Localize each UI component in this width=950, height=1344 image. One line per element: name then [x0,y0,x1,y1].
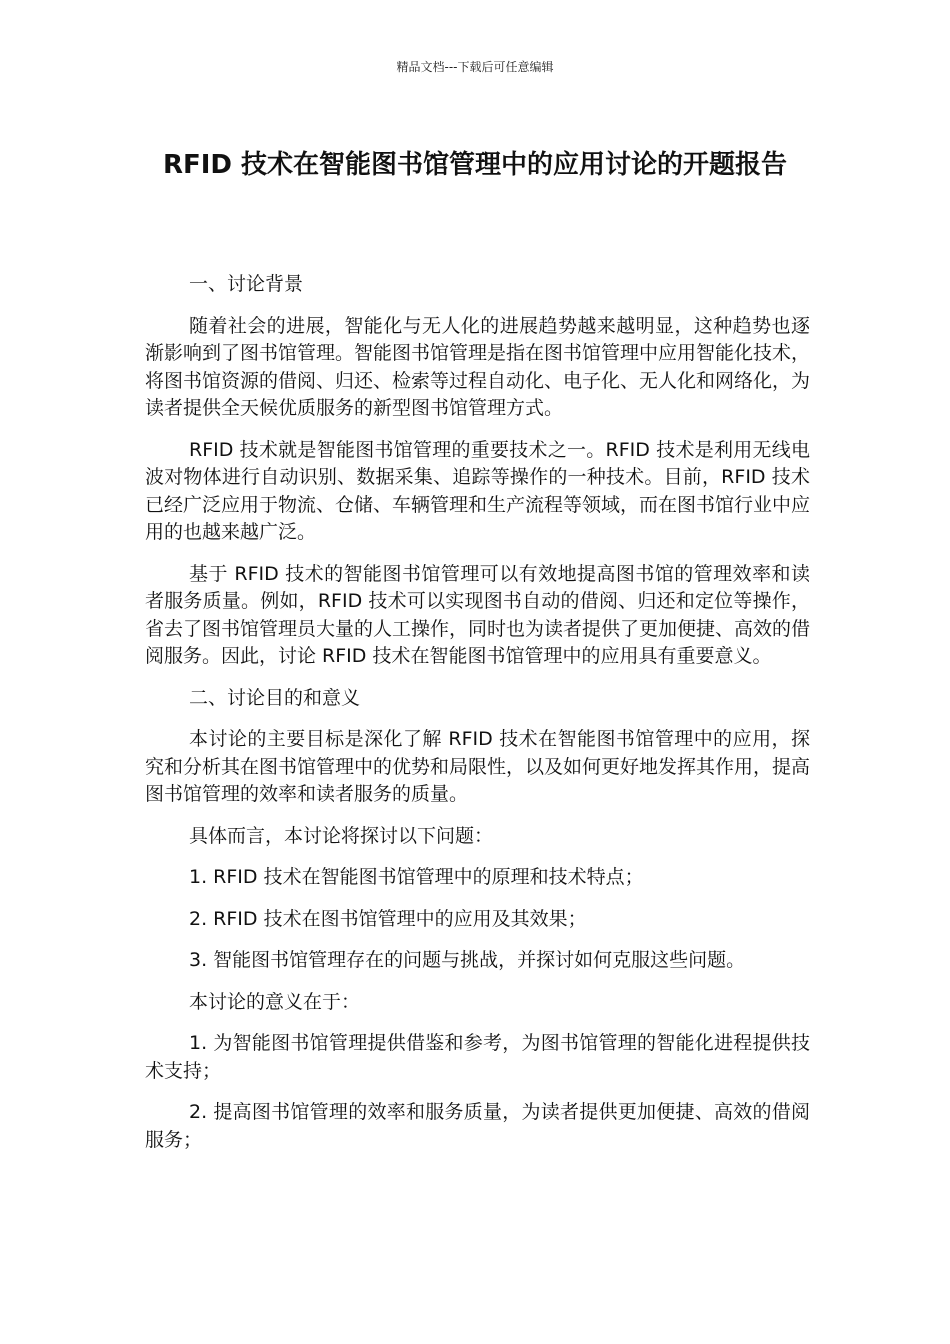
document-title: RFID 技术在智能图书馆管理中的应用讨论的开题报告 [162,150,788,180]
list-item: 3. 智能图书馆管理存在的问题与挑战，并探讨如何克服这些问题。 [189,949,746,971]
list-item: 2. RFID 技术在图书馆管理中的应用及其效果； [189,907,587,930]
page-header: 精品文档---下载后可任意编辑 [396,60,554,74]
paragraph: 具体而言，本讨论将探讨以下问题： [189,824,494,847]
paragraph: 基于 RFID 技术的智能图书馆管理可以有效地提高图书馆的管理效率和读者服务质量。例如，RFID 技术可以实现图书自动的借阅、归还和定位等操作，省去了图书馆管理员大量的人工操作，同时也为读者提供了更加便捷、高效的借阅服务。因此，讨论 RFID 技术在智能图书馆管理中的应用具有重要意义。 [145,562,811,667]
paragraph: RFID 技术就是智能图书馆管理的重要技术之一。RFID 技术是利用无线电波对物体进行自动识别、数据采集、追踪等操作的一种技术。目前，RFID 技术已经广泛应用于物流、仓储、车辆管理和生产流程等领域，而在图书馆行业中应用的也越来越广泛。 [145,438,811,543]
document-body [145,271,810,1168]
paragraph: 随着社会的进展，智能化与无人化的进展趋势越来越明显，这种趋势也逐渐影响到了图书馆管理。智能图书馆管理是指在图书馆管理中应用智能化技术，将图书馆资源的借阅、归还、检索等过程自动化、电子化、无人化和网络化，为读者提供全天候优质服务的新型图书馆管理方式。 [145,314,811,419]
section-heading-background: 一、讨论背景 [189,273,304,295]
section-heading-purpose: 二、讨论目的和意义 [189,686,361,709]
paragraph: 本讨论的主要目标是深化了解 RFID 技术在智能图书馆管理中的应用，探究和分析其在图书馆管理中的优势和局限性，以及如何更好地发挥其作用，提高图书馆管理的效率和读者服务的质量。 [145,728,811,805]
list-item: 1. RFID 技术在智能图书馆管理中的原理和技术特点； [189,866,644,888]
paragraph: 本讨论的意义在于： [189,990,361,1013]
list-item: 1. 为智能图书馆管理提供借鉴和参考，为图书馆管理的智能化进程提供技术支持； [145,1032,810,1082]
list-item: 2. 提高图书馆管理的效率和服务质量，为读者提供更加便捷、高效的借阅服务； [145,1101,810,1151]
